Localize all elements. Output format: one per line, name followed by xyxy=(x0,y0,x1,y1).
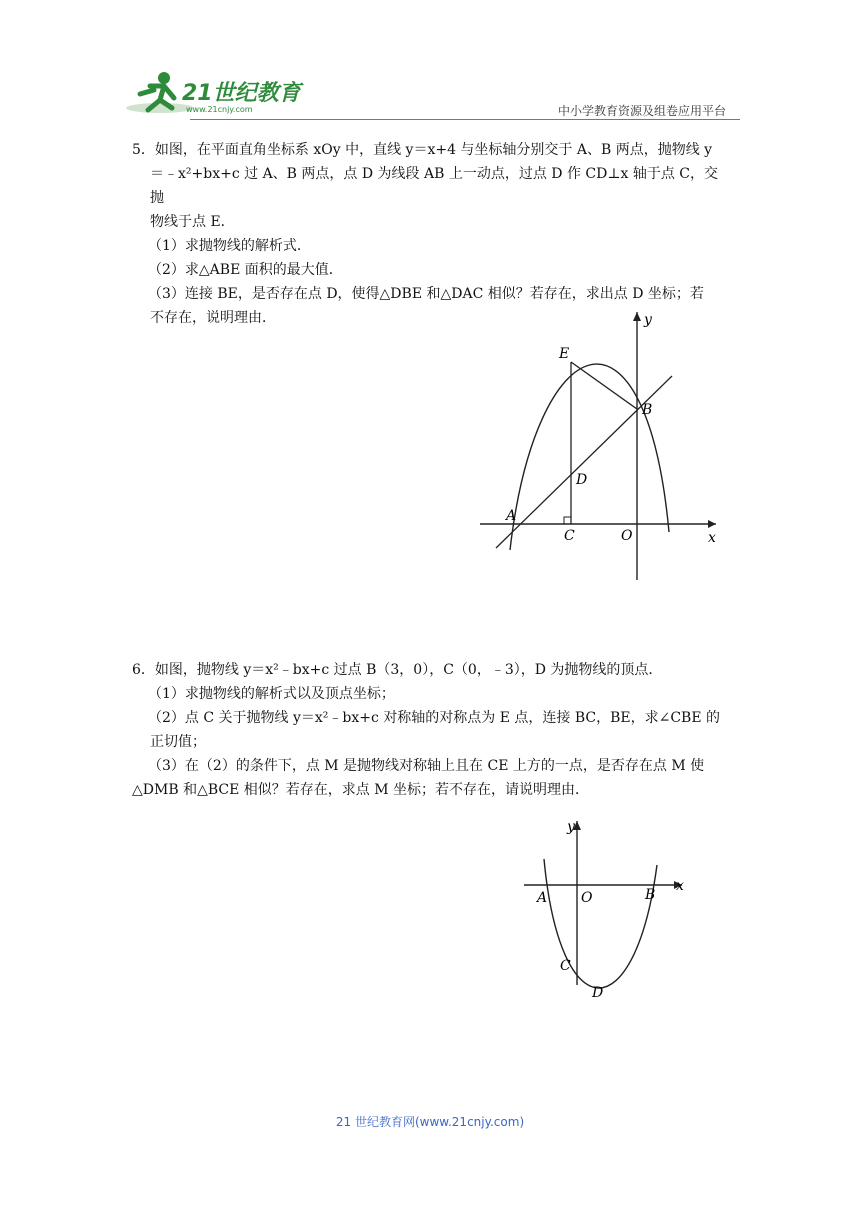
problem-6-question-2: （2）点 C 关于抛物线 y＝x²﹣bx+c 对称轴的对称点为 E 点，连接 BC，BE，求∠CBE 的 xyxy=(148,710,721,726)
logo-url: www.21cnjy.com xyxy=(186,105,253,114)
problem-6-question-3-cont: △DMB 和△BCE 相似？若存在，求点 M 坐标；若不存在，请说明理由． xyxy=(132,782,589,798)
label-y: y xyxy=(567,819,575,835)
segment-eb xyxy=(571,362,637,409)
label-b: B xyxy=(645,887,656,903)
label-c: C xyxy=(564,528,575,544)
right-angle-mark xyxy=(564,517,571,524)
problem-6 xyxy=(132,658,732,802)
label-e: E xyxy=(559,346,570,362)
x-axis-arrow-icon xyxy=(708,520,716,528)
problem-6-stem: 6．如图，抛物线 y＝x²﹣bx+c 过点 B（3，0），C（0，﹣3），D 为抛物线的顶点． xyxy=(132,662,663,678)
problem-5 xyxy=(132,138,732,330)
label-y: y xyxy=(644,312,652,328)
header-rule xyxy=(190,119,740,120)
label-d: D xyxy=(592,985,604,1001)
label-x: x xyxy=(676,878,684,894)
logo-text: 21世纪教育 xyxy=(182,81,301,106)
problem-6-question-1: （1）求抛物线的解析式以及顶点坐标； xyxy=(148,686,395,702)
label-a: A xyxy=(537,890,548,906)
platform-label: 中小学教育资源及组卷应用平台 xyxy=(557,104,726,118)
problem-6-question-3: （3）在（2）的条件下，点 M 是抛物线对称轴上且在 CE 上方的一点，是否存在点 M 使 xyxy=(148,758,705,774)
label-o: O xyxy=(621,528,633,544)
problem-5-stem-line: 物线于点 E． xyxy=(150,214,235,230)
label-x: x xyxy=(708,530,716,546)
problem-6-figure xyxy=(520,815,695,1005)
problem-5-question-3-cont: 不存在，说明理由． xyxy=(150,310,276,326)
label-o: O xyxy=(581,890,593,906)
label-c: C xyxy=(560,958,571,974)
problem-5-stem-line: 5．如图，在平面直角坐标系 xOy 中，直线 y＝x+4 与坐标轴分别交于 A、B 两点，抛物线 y xyxy=(132,142,713,158)
logo-icon xyxy=(120,68,310,118)
label-b: B xyxy=(642,402,653,418)
y-axis-arrow-icon xyxy=(633,312,641,321)
problem-5-figure xyxy=(476,306,726,586)
problem-5-question-3: （3）连接 BE，是否存在点 D，使得△DBE 和△DAC 相似？若存在，求出点 D 坐标；若 xyxy=(148,286,704,302)
label-d: D xyxy=(576,472,588,488)
page-footer: 21 世纪教育网(www.21cnjy.com) xyxy=(335,1115,525,1129)
page-header xyxy=(120,64,740,120)
problem-6-question-2-cont: 正切值； xyxy=(150,734,206,750)
problem-5-question-2: （2）求△ABE 面积的最大值． xyxy=(148,262,343,278)
problem-5-question-1: （1）求抛物线的解析式． xyxy=(148,238,311,254)
label-a: A xyxy=(506,508,517,524)
problem-5-stem-line: ＝﹣x²+bx+c 过 A、B 两点，点 D 为线段 AB 上一动点，过点 D 作 CD⊥x 轴于点 C，交抛 xyxy=(150,166,719,206)
